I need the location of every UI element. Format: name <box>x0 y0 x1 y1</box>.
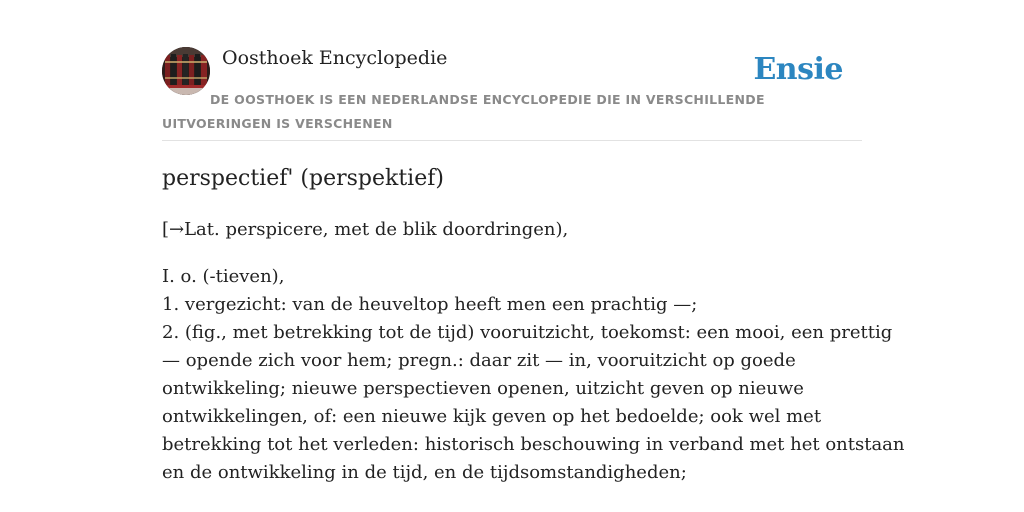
source-header <box>162 44 862 141</box>
definition-line: 1. vergezicht: van de heuveltop heeft men een prachtig —; <box>162 294 698 315</box>
definition-line: — opende zich voor hem; pregn.: daar zit — in, vooruitzicht op goede <box>162 350 796 371</box>
definition-line: ontwikkeling; nieuwe perspectieven openen, uitzicht geven op nieuwe <box>162 378 804 399</box>
entry-definition <box>162 263 905 487</box>
definition-line: en de ontwikkeling in de tijd, en de tijdsomstandigheden; <box>162 462 687 483</box>
source-title[interactable]: Oosthoek Encyclopedie <box>222 47 448 69</box>
definition-line: ontwikkelingen, of: een nieuwe kijk geven op het bedoelde; ook wel met <box>162 406 822 427</box>
definition-line: betrekking tot het verleden: historisch beschouwing in verband met het ontstaan <box>162 434 905 455</box>
entry-title: perspectief' (perspektief) <box>162 166 444 191</box>
entry-etymology: [→Lat. perspicere, met de blik doordringen), <box>162 219 569 240</box>
definition-line: I. o. (-tieven), <box>162 266 285 287</box>
definition-line: 2. (fig., met betrekking tot de tijd) vooruitzicht, toekomst: een mooi, een prettig <box>162 322 893 343</box>
source-description: DE OOSTHOEK IS EEN NEDERLANDSE ENCYCLOPEDIE DIE IN VERSCHILLENDE UITVOERINGEN IS VERSCHENEN <box>162 92 765 131</box>
ensie-logo[interactable]: Ensie <box>753 52 843 87</box>
